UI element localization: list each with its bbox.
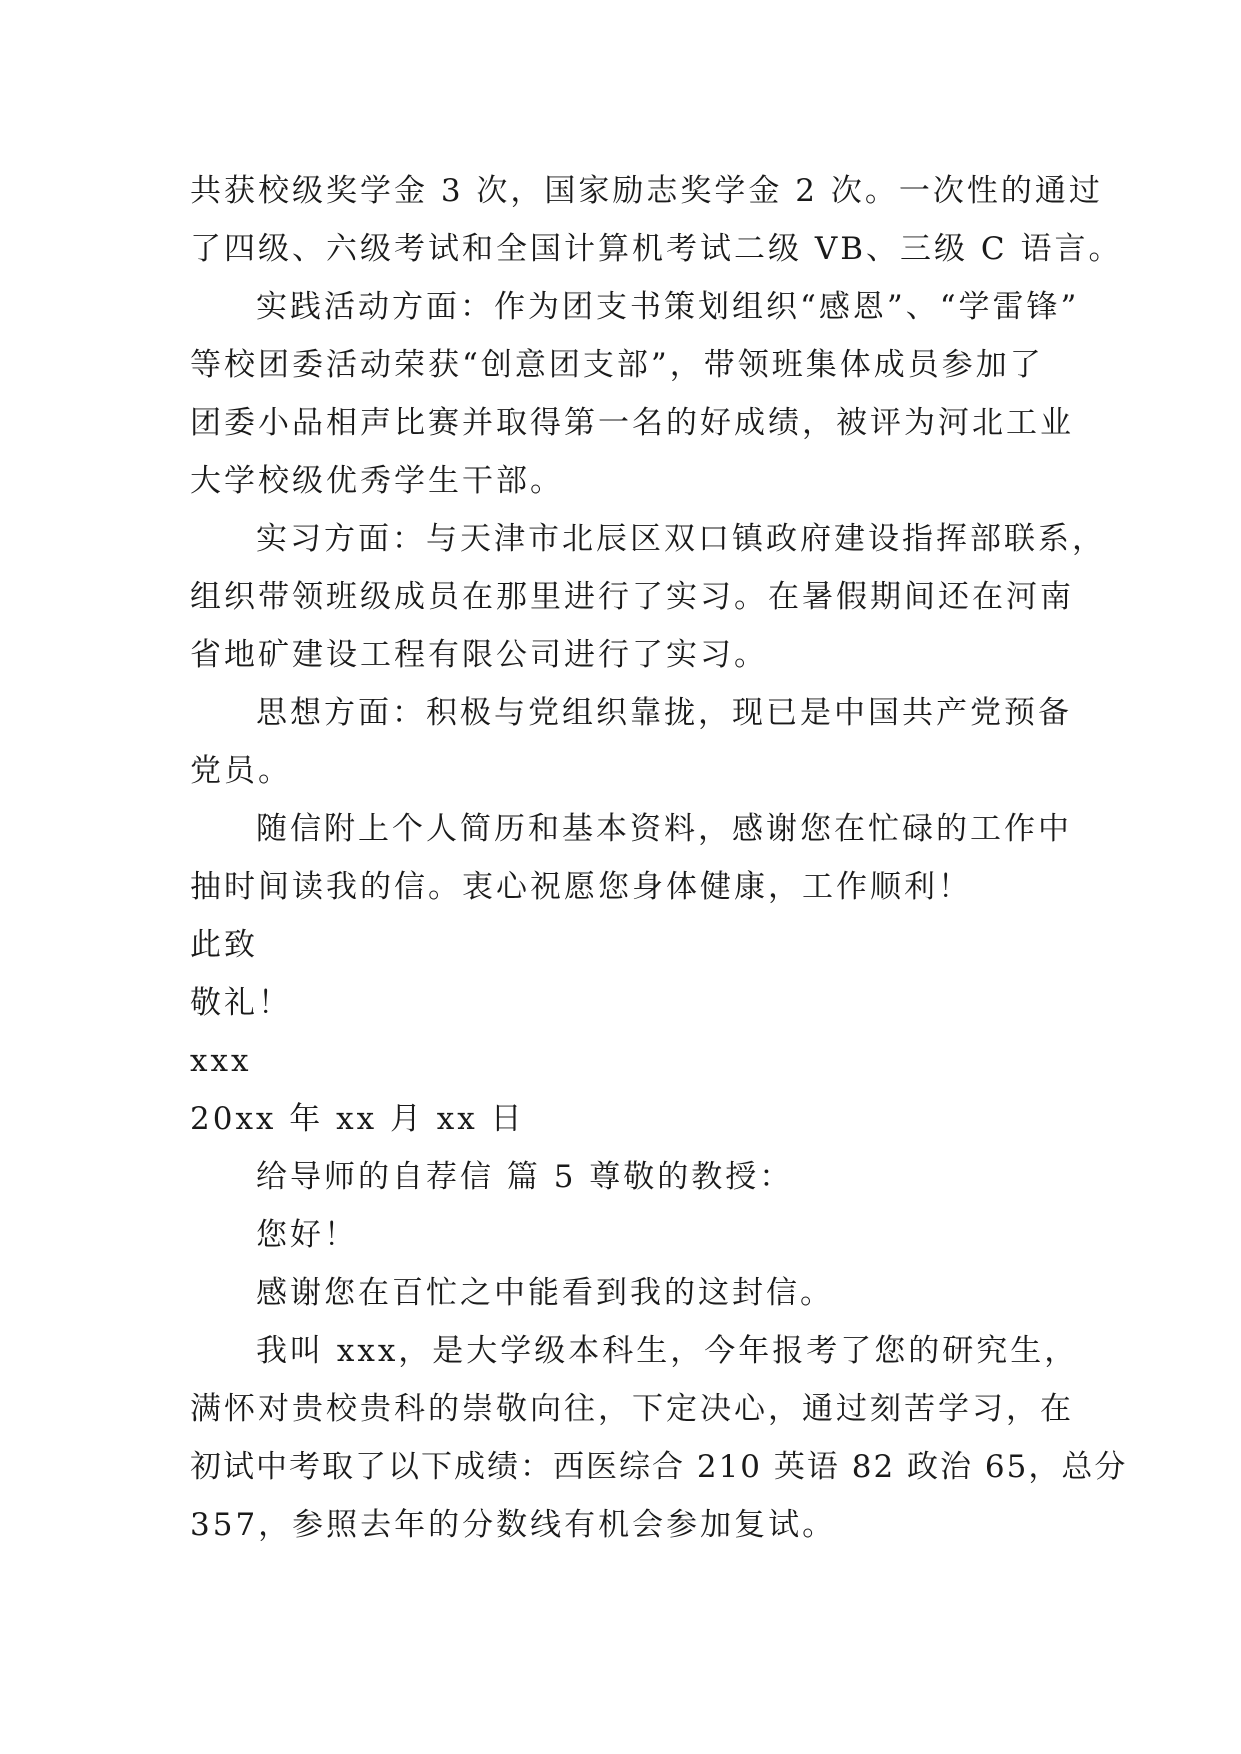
- signature-name: xxx: [190, 1043, 252, 1079]
- section-heading: 给导师的自荐信 篇 5 尊敬的教授：: [256, 1159, 794, 1195]
- signature-date: 20xx 年 xx 月 xx 日: [190, 1101, 525, 1137]
- paragraph-ideology: 思想方面：积极与党组织靠拢，现已是中国共产党预备: [256, 695, 1072, 731]
- text-line: 等校团委活动荣获“创意团支部”，带领班集体成员参加了: [190, 347, 1044, 383]
- text-line: 满怀对贵校贵科的崇敬向往，下定决心，通过刻苦学习，在: [190, 1391, 1074, 1427]
- text-line: 共获校级奖学金 3 次，国家励志奖学金 2 次。一次性的通过: [190, 173, 1103, 209]
- paragraph-practice-activities: 实践活动方面：作为团支书策划组织“感恩”、“学雷锋”: [256, 289, 1080, 325]
- salutation-line: 敬礼！: [190, 985, 292, 1021]
- salutation-line: 此致: [190, 927, 258, 963]
- paragraph-closing: 随信附上个人简历和基本资料，感谢您在忙碌的工作中: [256, 811, 1072, 847]
- text-line: 初试中考取了以下成绩：西医综合 210 英语 82 政治 65，总分: [190, 1449, 1128, 1485]
- text-line: 党员。: [190, 753, 292, 789]
- text-line: 团委小品相声比赛并取得第一名的好成绩，被评为河北工业: [190, 405, 1074, 441]
- paragraph-internship: 实习方面：与天津市北辰区双口镇政府建设指挥部联系，: [256, 521, 1106, 557]
- text-line: 省地矿建设工程有限公司进行了实习。: [190, 637, 768, 673]
- text-line: 感谢您在百忙之中能看到我的这封信。: [256, 1275, 834, 1311]
- text-line: 大学校级优秀学生干部。: [190, 463, 564, 499]
- document-body: [190, 162, 1128, 1554]
- text-line: 组织带领班级成员在那里进行了实习。在暑假期间还在河南: [190, 579, 1074, 615]
- paragraph-introduction: 我叫 xxx，是大学级本科生，今年报考了您的研究生，: [256, 1333, 1079, 1369]
- text-line: 357，参照去年的分数线有机会参加复试。: [190, 1507, 837, 1543]
- text-line: 抽时间读我的信。衷心祝愿您身体健康，工作顺利！: [190, 869, 972, 905]
- greeting-line: 您好！: [256, 1217, 358, 1253]
- text-line: 了四级、六级考试和全国计算机考试二级 VB、三级 C 语言。: [190, 231, 1123, 267]
